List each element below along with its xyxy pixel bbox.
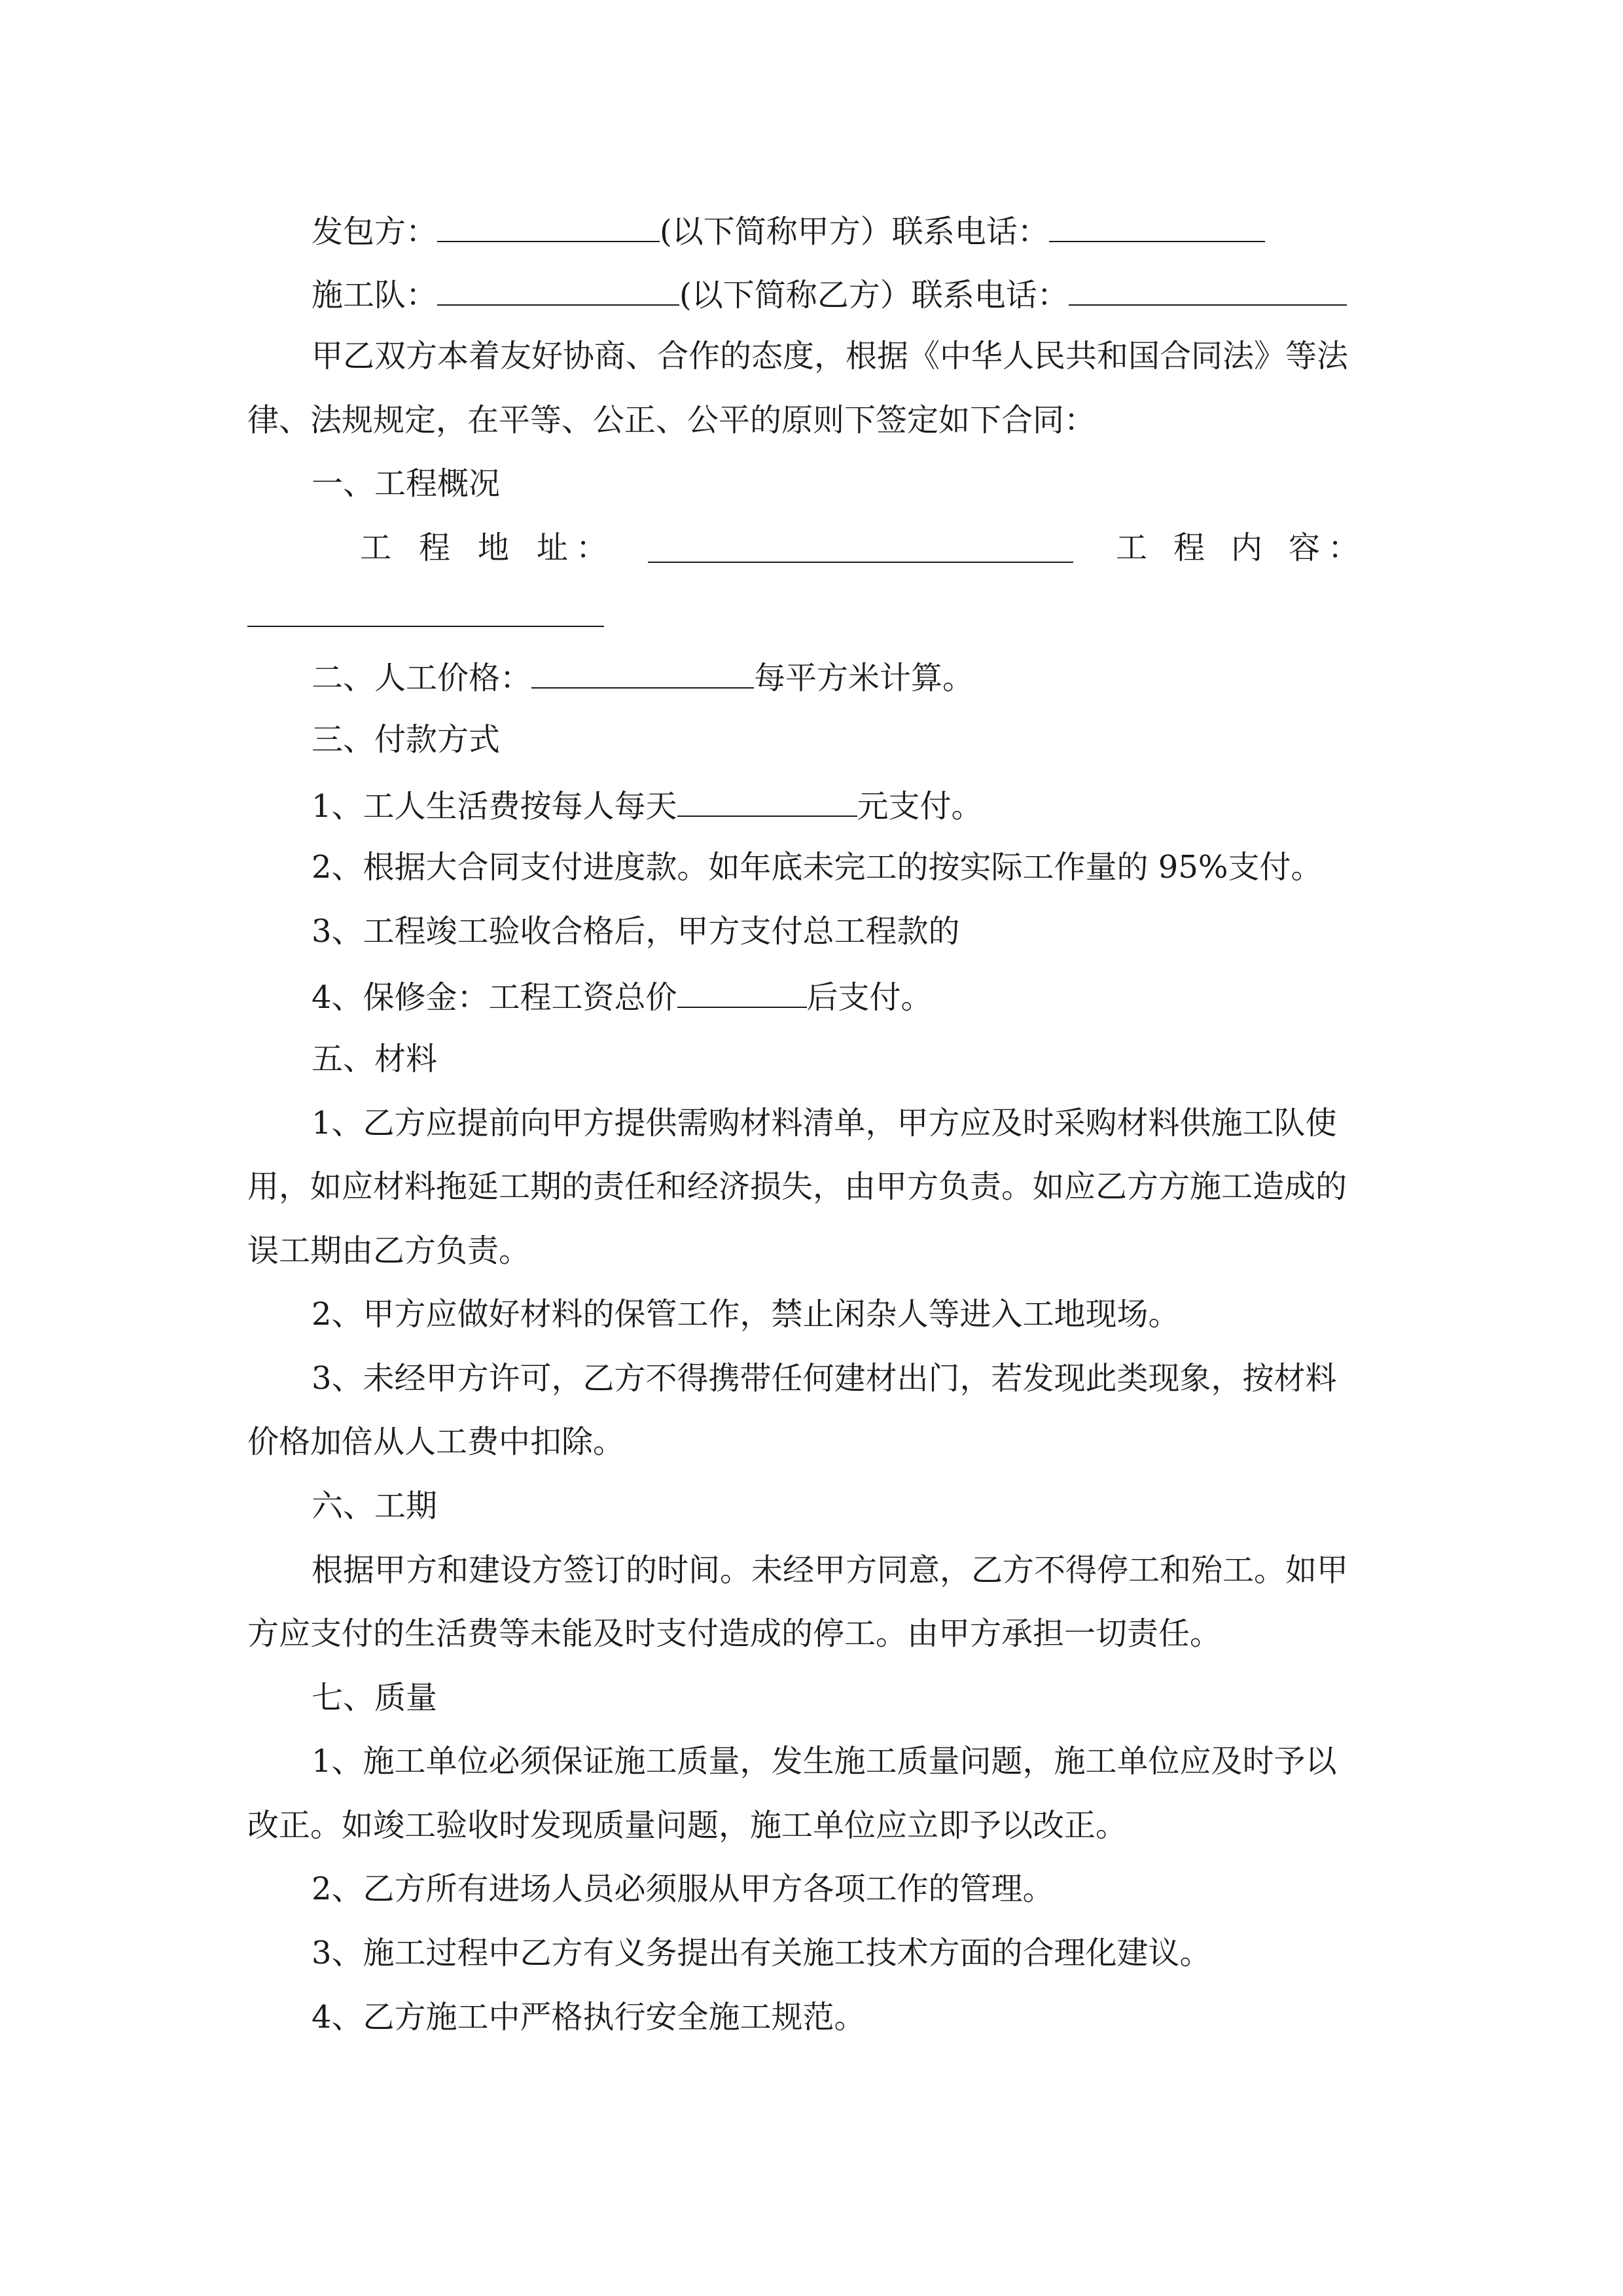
materials-item-1-line-3: 误工期由乙方负责。: [247, 1232, 531, 1269]
quality-item-1-line-1: 1、施工单位必须保证施工质量，发生施工质量问题，施工单位应及时予以: [312, 1743, 1337, 1780]
warranty-suffix: 后支付。: [806, 979, 933, 1016]
content-char: 程: [1173, 529, 1207, 566]
quality-item-1-line-2: 改正。如竣工验收时发现质量问题，施工单位应立即予以改正。: [247, 1807, 1128, 1844]
labor-price-unit: 每平方米计算。: [754, 660, 974, 696]
party-b-note: (以下简称乙方）联系电话：: [679, 277, 1069, 314]
quality-item-2: 2、乙方所有进场人员必须服从甲方各项工作的管理。: [312, 1871, 1054, 1907]
materials-item-1-line-2: 用，如应材料拖延工期的责任和经济损失，由甲方负责。如应乙方方施工造成的: [247, 1168, 1347, 1205]
materials-item-3-line-2: 价格加倍从人工费中扣除。: [247, 1424, 625, 1460]
section-5-title: 五、材料: [312, 1041, 438, 1077]
living-fee-blank[interactable]: [677, 783, 857, 817]
party-a-name-blank[interactable]: [437, 208, 660, 242]
section-7-title: 七、质量: [312, 1679, 438, 1716]
party-a-phone-blank[interactable]: [1049, 208, 1265, 242]
materials-item-2: 2、甲方应做好材料的保管工作，禁止闲杂人等进入工地现场。: [312, 1296, 1180, 1333]
content-char: 工: [1116, 529, 1149, 566]
project-address-blank[interactable]: [648, 562, 1073, 563]
payment-item-2: 2、根据大合同支付进度款。如年底未完工的按实际工作量的 95%支付。: [312, 849, 1323, 886]
labor-price-blank[interactable]: [531, 655, 754, 689]
section-2-line: [312, 655, 1380, 696]
materials-item-1-line-1: 1、乙方应提前向甲方提供需购材料清单，甲方应及时采购材料供施工队使: [312, 1105, 1337, 1141]
section-3-title: 三、付款方式: [312, 721, 501, 758]
schedule-paragraph-line-1: 根据甲方和建设方签订的时间。未经甲方同意，乙方不得停工和殆工。如甲: [312, 1552, 1349, 1588]
content-char: 内: [1231, 529, 1264, 566]
payment-item-4: [312, 974, 1380, 1016]
party-b-name-blank[interactable]: [437, 272, 679, 306]
living-fee-label: 1、工人生活费按每人每天: [312, 788, 677, 825]
addr-char: 址: [537, 529, 570, 566]
content-char: ：: [1328, 529, 1361, 566]
content-char: 容: [1289, 529, 1322, 566]
intro-paragraph-line-1: 甲乙双方本着友好协商、合作的态度，根据《中华人民共和国合同法》等法: [312, 338, 1349, 374]
warranty-label: 4、保修金：工程工资总价: [312, 979, 677, 1016]
quality-item-3: 3、施工过程中乙方有义务提出有关施工技术方面的合理化建议。: [312, 1935, 1211, 1971]
party-b-phone-blank[interactable]: [1069, 272, 1347, 306]
payment-item-3: 3、工程竣工验收合格后，甲方支付总工程款的: [312, 913, 960, 950]
party-b-label: 施工队：: [312, 277, 438, 314]
project-content-label: [1116, 527, 1361, 569]
materials-item-3-line-1: 3、未经甲方许可，乙方不得携带任何建材出门，若发现此类现象，按材料: [312, 1360, 1337, 1397]
party-a-label: 发包方：: [312, 213, 438, 250]
quality-item-4: 4、乙方施工中严格执行安全施工规范。: [312, 1999, 866, 2036]
party-b-line: [312, 272, 1380, 314]
addr-char: 程: [419, 529, 452, 566]
schedule-paragraph-line-2: 方应支付的生活费等未能及时支付造成的停工。由甲方承担一切责任。: [247, 1615, 1222, 1652]
project-address-label: [360, 527, 609, 569]
warranty-blank[interactable]: [677, 974, 807, 1008]
labor-price-label: 二、人工价格：: [312, 660, 532, 696]
section-6-title: 六、工期: [312, 1488, 438, 1524]
party-a-line: [312, 208, 1380, 250]
addr-char: 地: [478, 529, 511, 566]
intro-paragraph-line-2: 律、法规规定，在平等、公正、公平的原则下签定如下合同：: [247, 402, 1096, 439]
payment-item-1: [312, 783, 1380, 825]
party-a-note: (以下简称甲方）联系电话：: [660, 213, 1049, 250]
addr-char: 工: [360, 529, 393, 566]
living-fee-unit: 元支付。: [857, 788, 983, 825]
addr-char: ：: [576, 529, 609, 566]
section-1-title: 一、工程概况: [312, 465, 501, 502]
project-content-blank[interactable]: [247, 626, 604, 627]
